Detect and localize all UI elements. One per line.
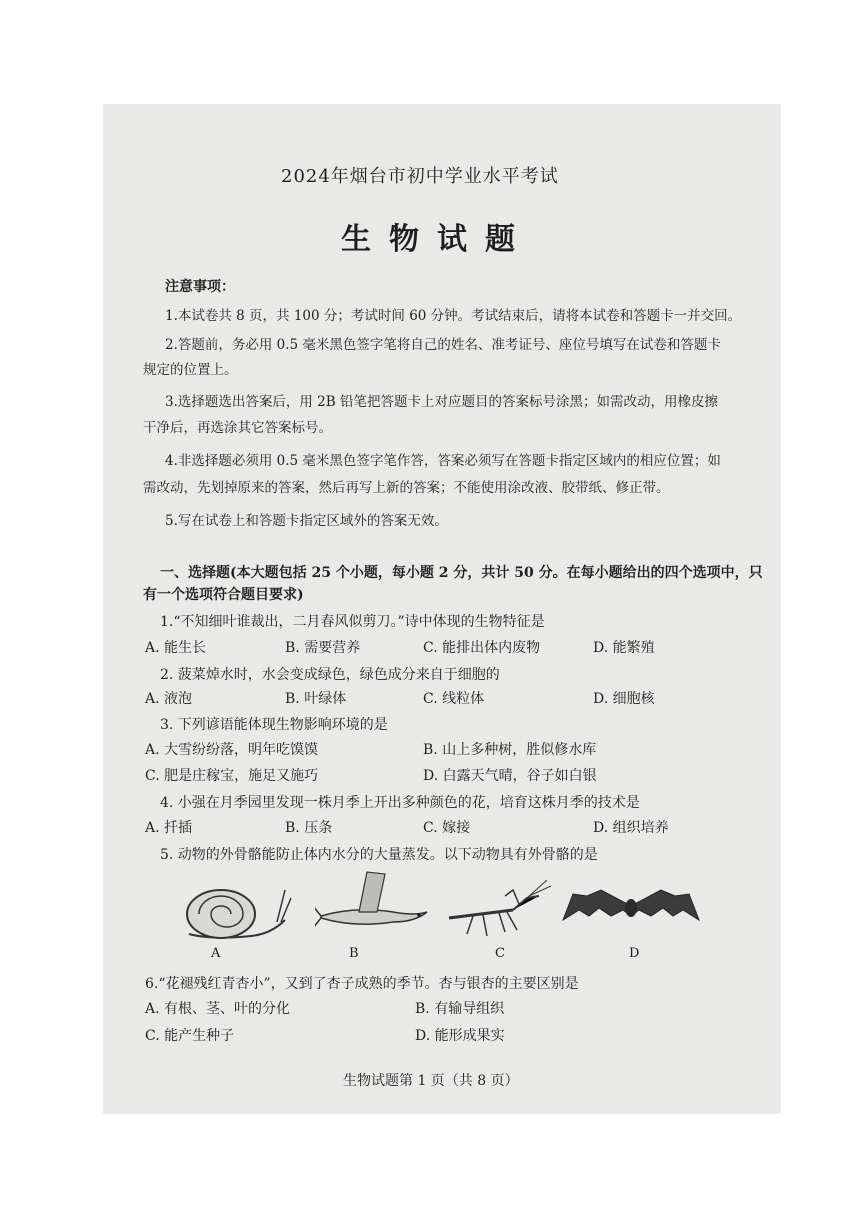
option: B. 山上多种树，胜似修水库 xyxy=(423,742,597,758)
exam-page xyxy=(103,104,781,1114)
option: C. 能排出体内废物 xyxy=(423,640,541,656)
option: D. 能繁殖 xyxy=(593,640,655,656)
question-stem: 4. 小强在月季园里发现一株月季上开出多种颜色的花，培育这株月季的技术是 xyxy=(160,795,640,811)
image-label: C xyxy=(495,946,505,961)
snail-image xyxy=(181,872,293,944)
question-stem: 5. 动物的外骨骼能防止体内水分的大量蒸发。以下动物具有外骨骼的是 xyxy=(160,847,598,863)
section-heading-cont: 有一个选项符合题目要求) xyxy=(143,587,304,603)
option: A. 有根、茎、叶的分化 xyxy=(145,1001,291,1017)
notice-line: 5.写在试卷上和答题卡指定区域外的答案无效。 xyxy=(165,513,448,529)
image-label: D xyxy=(629,946,640,961)
option: D. 细胞核 xyxy=(593,691,655,707)
subject-title: 生物试题 xyxy=(341,222,533,257)
page-footer: 生物试题第 1 页（共 8 页） xyxy=(343,1073,519,1089)
option: C. 嫁接 xyxy=(423,820,471,836)
option: A. 能生长 xyxy=(145,640,207,656)
option: C. 肥是庄稼宝，施足又施巧 xyxy=(145,768,319,784)
image-label: B xyxy=(349,946,359,961)
option: D. 能形成果实 xyxy=(415,1028,505,1044)
option: D. 白露天气晴，谷子如白银 xyxy=(423,768,597,784)
notice-line: 规定的位置上。 xyxy=(143,362,238,378)
section-heading: 一、选择题(本大题包括 25 个小题，每小题 2 分，共计 50 分。在每小题给出的四个选项中，只 xyxy=(160,565,763,581)
option: D. 组织培养 xyxy=(593,820,669,836)
notice-line: 需改动，先划掉原来的答案，然后再写上新的答案；不能使用涂改液、胶带纸、修正带。 xyxy=(143,480,670,496)
notice-line: 1.本试卷共 8 页，共 100 分；考试时间 60 分钟。考试结束后，请将本试卷和答题卡一并交回。 xyxy=(165,308,742,324)
question-stem: 1.“不知细叶谁裁出，二月春风似剪刀。”诗中体现的生物特征是 xyxy=(160,614,545,630)
option: B. 叶绿体 xyxy=(285,691,347,707)
notice-line: 3.选择题选出答案后，用 2B 铅笔把答题卡上对应题目的答案标号涂黑；如需改动，用橡皮擦 xyxy=(165,394,718,410)
option: A. 液泡 xyxy=(145,691,193,707)
option: B. 压条 xyxy=(285,820,333,836)
exam-title: 2024年烟台市初中学业水平考试 xyxy=(281,166,559,187)
notice-heading: 注意事项： xyxy=(165,279,235,295)
mantis-image xyxy=(443,874,553,944)
option: B. 需要营养 xyxy=(285,640,361,656)
option: B. 有输导组织 xyxy=(415,1001,505,1017)
option: A. 大雪纷纷落，明年吃馍馍 xyxy=(145,742,319,758)
image-label: A xyxy=(211,946,221,961)
option: A. 扦插 xyxy=(145,820,193,836)
option: C. 能产生种子 xyxy=(145,1028,235,1044)
question-stem: 6.“花褪残红青杏小”，又到了杏子成熟的季节。杏与银杏的主要区别是 xyxy=(145,976,579,992)
question-stem: 2. 菠菜焯水时，水会变成绿色，绿色成分来自于细胞的 xyxy=(160,667,500,683)
notice-line: 4.非选择题必须用 0.5 毫米黑色签字笔作答，答案必须写在答题卡指定区域内的相应位置；如 xyxy=(165,453,721,469)
flying-fish-image xyxy=(315,868,433,938)
bat-image xyxy=(561,876,701,938)
option: C. 线粒体 xyxy=(423,691,485,707)
notice-line: 干净后，再选涂其它答案标号。 xyxy=(143,420,332,436)
question-stem: 3. 下列谚语能体现生物影响环境的是 xyxy=(160,717,388,733)
notice-line: 2.答题前，务必用 0.5 毫米黑色签字笔将自己的姓名、准考证号、座位号填写在试卷和答题卡 xyxy=(165,337,721,353)
